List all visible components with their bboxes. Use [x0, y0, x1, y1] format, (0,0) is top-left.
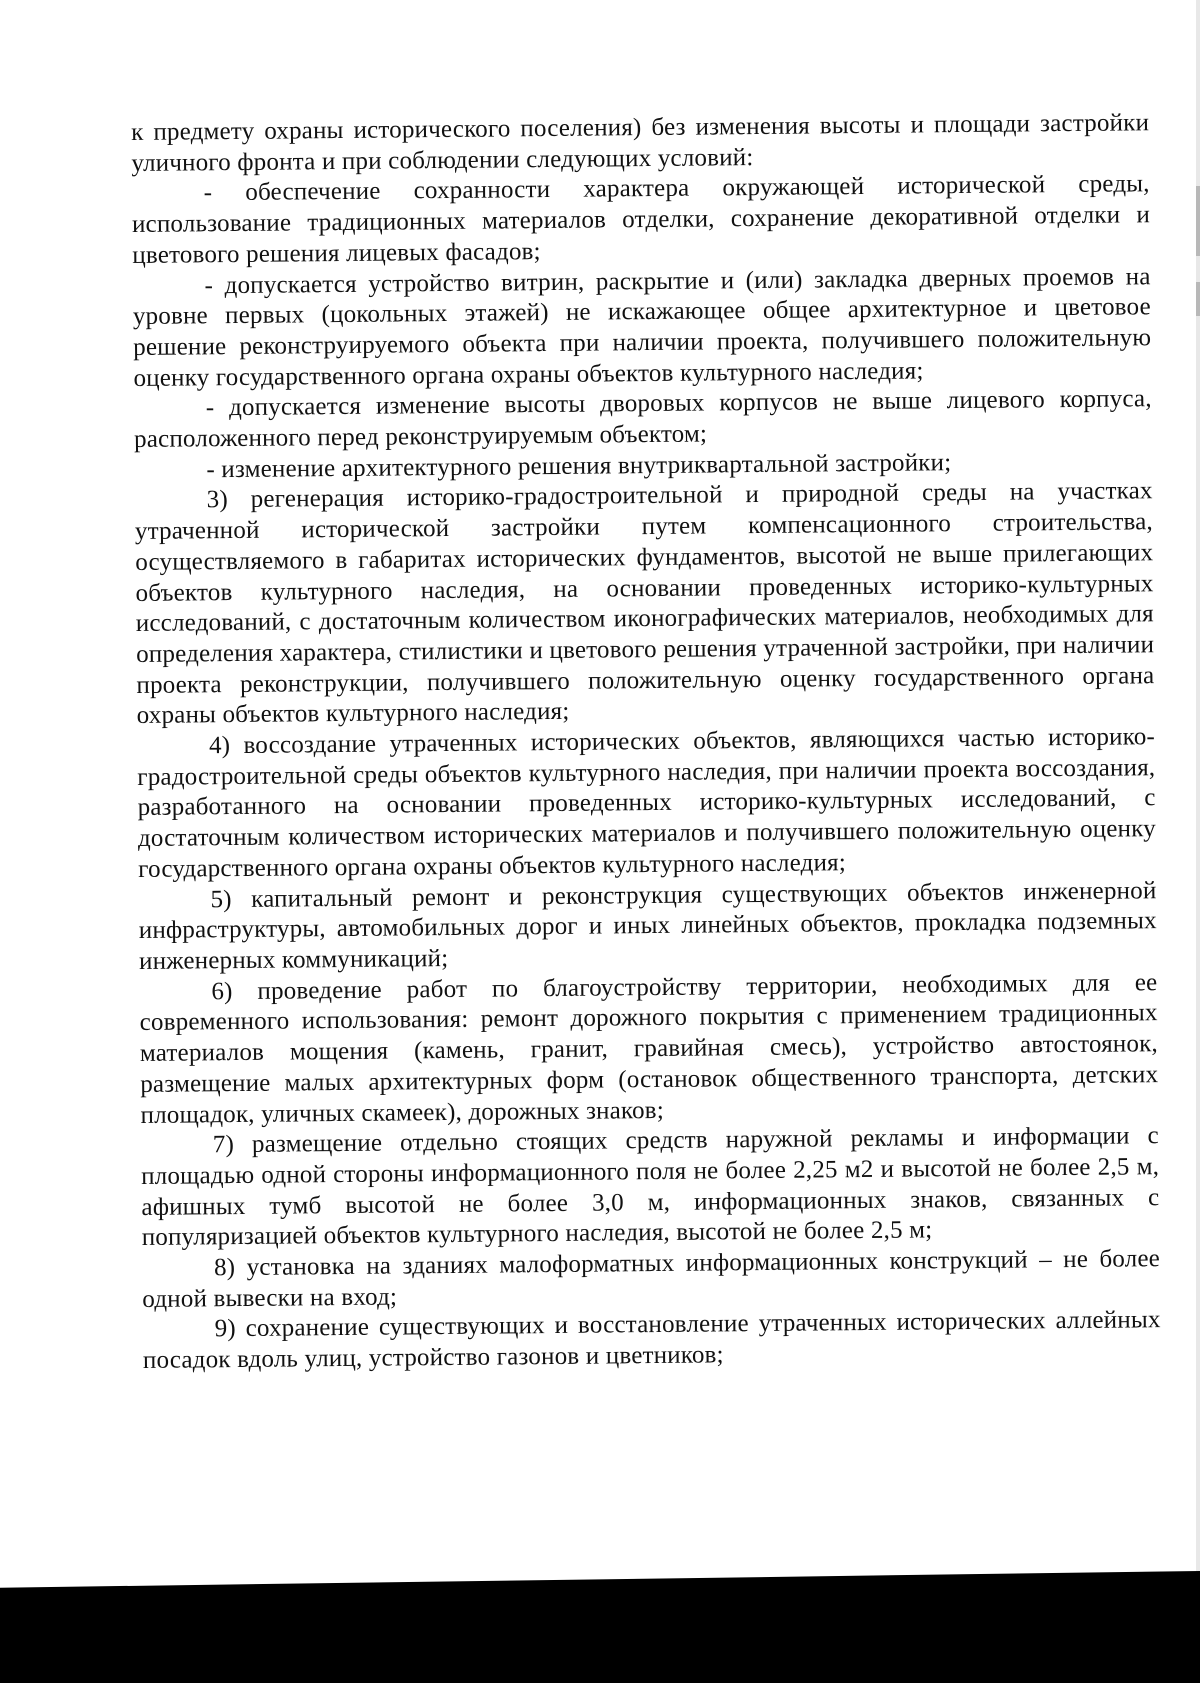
paragraph-item-4: 4) воссоздание утраченных исторических объектов, являющихся частью историко- градостроительной среды объектов культурного наследия, при наличии проекта воссоздания, разработанного на основании проведенных историко-культурных исследований, с достаточным количеством исторических материалов и получившего положительную оценку государственного органа охраны объектов культурного наследия; [137, 723, 1157, 883]
paragraph-condition-storefronts: - допускается устройство витрин, раскрытие и (или) закладка дверных проемов на уровне первых (цокольных этажей) не искажающее общее архитектурное и цветовое решение реконструируемого объекта при наличии проекта, получившего положительную оценку государственного органа охраны объектов культурного наследия; [132, 262, 1152, 392]
paragraph-item-5: 5) капитальный ремонт и реконструкция существующих объектов инженерной инфраструктуры, автомобильных дорог и иных линейных объектов, прокладка подземных инженерных коммуникаций; [138, 876, 1157, 975]
paragraph-item-3: 3) регенерация историко-градостроительной и природной среды на участках утраченной исторической застройки путем компенсационного строительства, осуществляемого в габаритах исторических фундаментов, высотой не выше прилегающих объектов культурного наследия, на основании проведенных историко-культурных исследований, с достаточным количеством иконографических материалов, необходимых для определения характера, стилистики и цветового решения утраченной застройки, при наличии проекта реконструкции, получившего положительную оценку государственного органа охраны объектов культурного наследия; [134, 477, 1155, 730]
document-body [131, 108, 1161, 1377]
paragraph-condition-preservation: - обеспечение сохранности характера окружающей исторической среды, использование традиционных материалов отделки, сохранение декоративной отделки и цветового решения лицевых фасадов; [131, 170, 1151, 269]
paragraph-item-8: 8) установка на зданиях малоформатных информационных конструкций – не более одной вывески на вход; [142, 1245, 1161, 1313]
paragraph-item-6: 6) проведение работ по благоустройству территории, необходимых для ее современного использования: ремонт дорожного покрытия с применением традиционных материалов мощения (камень, гранит, гравийная смесь), устройство автостоянок, размещение малых архитектурных форм (остановок общественного транспорта, детских площадок, уличных скамеек), дорожных знаков; [139, 968, 1159, 1129]
paragraph-condition-courtyard-height: - допускается изменение высоты дворовых корпусов не выше лицевого корпуса, расположенного перед реконструируемым объектом; [133, 385, 1152, 454]
scan-edge-mark [1196, 282, 1200, 316]
paragraph-condition-inner-block: - изменение архитектурного решения внутриквартальной застройки; [206, 448, 952, 484]
scan-edge-mark [1196, 186, 1200, 256]
paragraph-item-9: 9) сохранение существующих и восстановление утраченных исторических аллейных посадок вдоль улиц, устройство газонов и цветников; [142, 1306, 1161, 1375]
paragraph-continuation: к предмету охраны исторического поселения) без изменения высоты и площади застройки уличного фронта и при соблюдении следующих условий: [131, 109, 1150, 177]
paragraph-item-7: 7) размещение отдельно стоящих средств наружной рекламы и информации с площадью одной стороны информационного поля не более 2,25 м2 и высотой не более 2,5 м, афишных тумб высотой не более 3,0 м, информационных знаков, связанных с популяризацией объектов культурного наследия, высотой не более 2,5 м; [141, 1122, 1160, 1252]
scan-bottom-shadow [0, 1570, 1200, 1683]
